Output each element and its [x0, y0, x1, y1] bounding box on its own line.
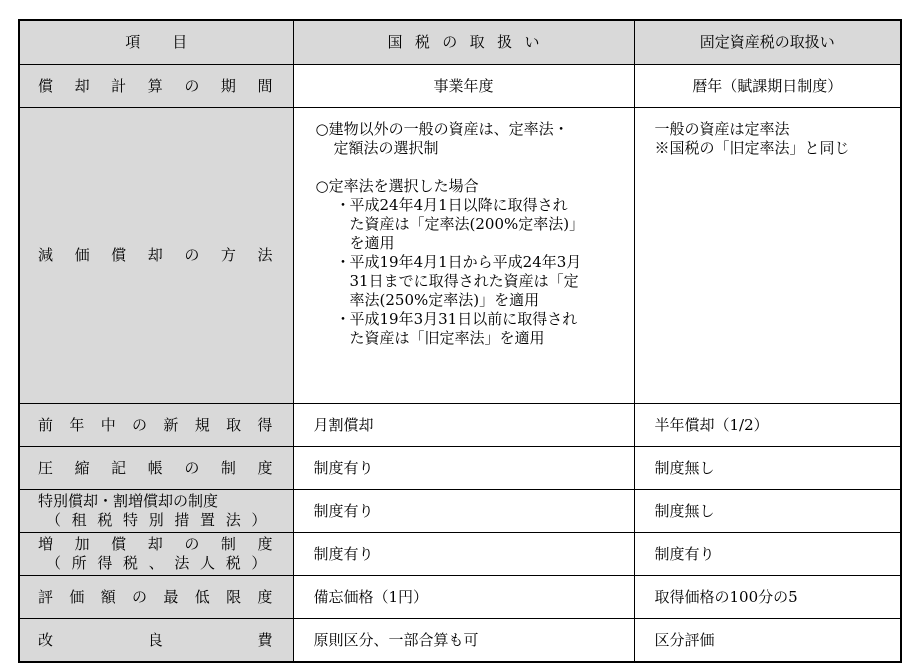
list-item: ・ 平成24年4月1日以降に取得され た資産は「定率法(200%定率法)」 を適用 — [335, 196, 585, 252]
table-row — [19, 447, 901, 490]
fixed-asset-tax-cell: 半年償却（1/2） — [634, 404, 901, 447]
national-tax-cell: 制度有り — [293, 533, 634, 576]
fixed-asset-tax-cell: 制度無し — [634, 447, 901, 490]
row-label: 特別償却・割増償却の制度 （ 租 税 特 別 措 置 法 ） — [19, 490, 293, 533]
table-row — [19, 619, 901, 663]
row-label: 圧 縮 記 帳 の 制 度 — [19, 447, 293, 490]
row-label: 増 加 償 却 の 制 度 （ 所 得 税 、 法 人 税 ） — [19, 533, 293, 576]
fixed-asset-tax-cell: 制度有り — [634, 533, 901, 576]
row-label: 改 良 費 — [19, 619, 293, 663]
row-label: 前 年 中 の 新 規 取 得 — [19, 404, 293, 447]
table-row — [19, 533, 901, 576]
header-item — [19, 20, 293, 65]
table-row — [19, 404, 901, 447]
fixed-asset-tax-cell: 一般の資産は定率法 ※国税の「旧定率法」と同じ — [634, 108, 901, 404]
table-row — [19, 576, 901, 619]
row-label: 償 却 計 算 の 期 間 — [19, 65, 293, 108]
header-national-tax — [293, 20, 634, 65]
fixed-asset-tax-cell: 区分評価 — [634, 619, 901, 663]
national-tax-cell: 月割償却 — [293, 404, 634, 447]
row-label: 減 価 償 却 の 方 法 — [19, 108, 293, 404]
method-national-text: ○建物以外の一般の資産は、定率法・ 定額法の選択制 ○定率法を選択した場合 ・ 平成24年4月1日以降に取得され た資産は「定率法(200%定率法)」 を適用 ・ 平成19年4月1日から平成24年3月 31日までに取得された資産は「定 率法(250%定率法)」を適用 ・ 平成19年3月31日以前に取得され た資産は「旧定率法」を適用 — [316, 120, 634, 348]
list-item: ・ 平成19年4月1日から平成24年3月 31日までに取得された資産は「定 率法(250%定率法)」を適用 — [335, 253, 582, 309]
fixed-asset-tax-cell: 制度無し — [634, 490, 901, 533]
national-tax-cell: 事業年度 — [293, 65, 634, 108]
table-row — [19, 65, 901, 108]
national-tax-cell: 原則区分、一部合算も可 — [293, 619, 634, 663]
fixed-asset-tax-cell: 暦年（賦課期日制度） — [634, 65, 901, 108]
header-row — [19, 20, 901, 65]
national-tax-cell: 制度有り — [293, 490, 634, 533]
header-fixed-asset-tax: 固定資産税の取扱い — [634, 20, 901, 65]
header-item-label: 項 目 — [125, 33, 188, 51]
national-tax-cell: 制度有り — [293, 447, 634, 490]
table-row — [19, 108, 901, 404]
header-national-tax-label: 国 税 の 取 扱 い — [387, 33, 540, 51]
table-row — [19, 490, 901, 533]
national-tax-cell: 備忘価格（1円） — [293, 576, 634, 619]
list-item: ・ 平成19年3月31日以前に取得され た資産は「旧定率法」を適用 — [335, 310, 578, 347]
depreciation-comparison-table — [18, 19, 902, 663]
row-label: 評 価 額 の 最 低 限 度 — [19, 576, 293, 619]
national-tax-cell — [293, 108, 634, 404]
fixed-asset-tax-cell: 取得価格の100分の5 — [634, 576, 901, 619]
